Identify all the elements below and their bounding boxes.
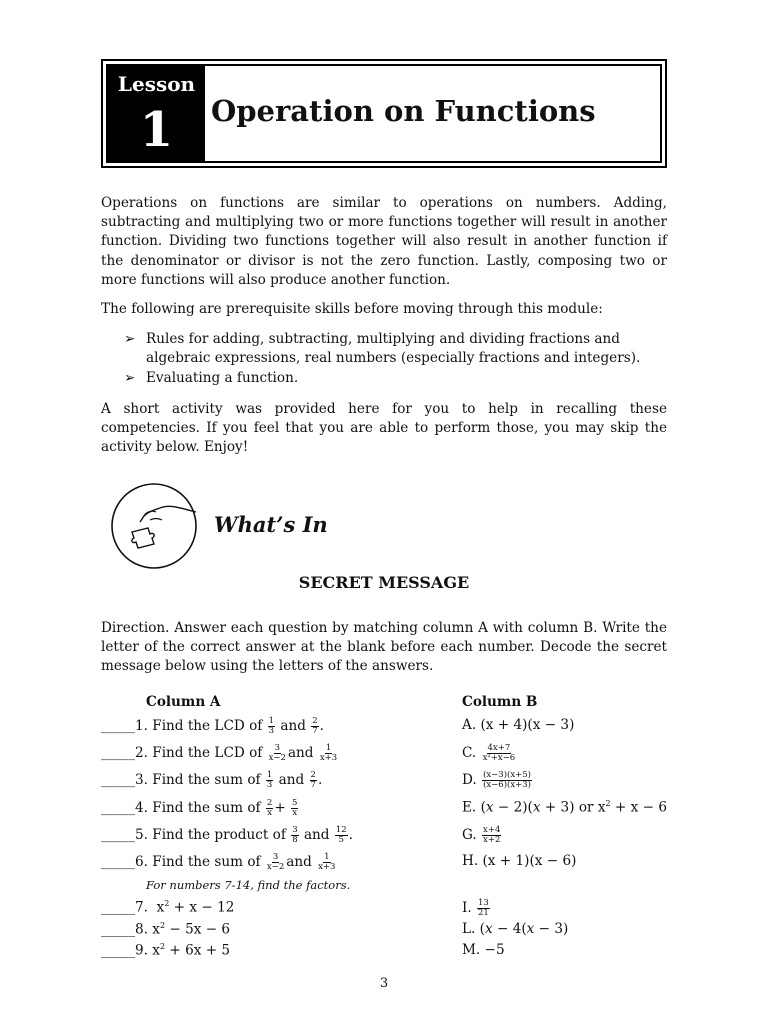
question-6: _____6. Find the sum of $\frac{3}{x-2}$ and $\frac{1}{x+3}$ xyxy=(101,852,336,872)
answer-c: C. $\frac{4x+7}{\text{x²+x−6}}$ xyxy=(462,743,516,763)
question-3: _____3. Find the sum of $\frac{1}{3}$ and $\frac{2}{7}$ . xyxy=(101,770,323,790)
answer-e: E. (x − 2)(x + 3) or $x^2 + x - 6$ xyxy=(462,799,667,816)
lesson-badge xyxy=(108,66,205,161)
factoring-note: For numbers 7-14, find the factors. xyxy=(146,878,351,892)
answer-l: L. (x − 4(x − 3) xyxy=(462,921,569,937)
lesson-banner xyxy=(101,59,667,168)
question-9: _____9. $x^2 + 6x + 5$ xyxy=(101,942,231,959)
answer-g: G. $\frac{x+4}{x+2}$ xyxy=(462,825,501,845)
lesson-number: 1 xyxy=(139,102,174,158)
direction-paragraph: Direction. Answer each question by matching column A with column B. Write the letter of the correct answer at the blank before each number. Decode the secret message below using the letters of the answers. xyxy=(101,620,667,675)
answer-d: D. $\frac{(x-3)(x+5)}{(x-6)(x+3)}$ xyxy=(462,770,531,790)
section-title: What’s In xyxy=(214,512,328,537)
column-a-header: Column A xyxy=(146,694,221,710)
arrow-bullet-icon: ➢ xyxy=(124,331,136,347)
intro-paragraph-2: The following are prerequisite skills before moving through this module: xyxy=(101,301,603,317)
answer-a: A. (x + 4)(x − 3) xyxy=(462,717,575,733)
arrow-bullet-icon: ➢ xyxy=(124,370,136,386)
answer-i: I. $\frac{13}{21}$ xyxy=(462,898,489,918)
intro-paragraph-3: A short activity was provided here for you to help in recalling these competencies. If you feel that you are able to perform those, you may skip the activity below. Enjoy! xyxy=(101,401,667,456)
column-b-header: Column B xyxy=(462,694,538,710)
bullet-item: Evaluating a function. xyxy=(146,370,299,386)
question-8: _____8. $x^2 - 5x - 6$ xyxy=(101,921,231,938)
lesson-label: Lesson xyxy=(117,72,196,96)
question-4: _____4. Find the sum of $\frac{2}{x}$ + $\frac{5}{x}$ xyxy=(101,798,298,818)
answer-m: M. −5 xyxy=(462,942,505,958)
question-5: _____5. Find the product of $\frac{3}{8}$ and $\frac{12}{5}$ . xyxy=(101,825,353,845)
intro-paragraph-1: Operations on functions are similar to operations on numbers. Adding, subtracting and multiplying two or more functions together will result in another function. Dividing two functions together will also result in another function if the denominator or divisor is not the zero function. Lastly, composing two or more functions will also produce another function. xyxy=(101,195,667,288)
activity-title: SECRET MESSAGE xyxy=(298,573,470,592)
puzzle-hand-icon xyxy=(110,482,198,570)
bullet-item: Rules for adding, subtracting, multiplying and dividing fractions and algebraic expressions, real numbers (especially fractions and integers). xyxy=(146,331,641,367)
lesson-title: Operation on Functions xyxy=(211,94,596,128)
answer-h: H. (x + 1)(x − 6) xyxy=(462,853,577,869)
page-number: 3 xyxy=(379,976,389,991)
question-7: _____7. $x^2 + x - 12$ xyxy=(101,899,235,916)
question-1: _____1. Find the LCD of $\frac{1}{3}$ and $\frac{2}{7}$ . xyxy=(101,716,324,736)
question-2: _____2. Find the LCD of $\frac{3}{x-2}$ and $\frac{1}{x+3}$ xyxy=(101,743,338,763)
